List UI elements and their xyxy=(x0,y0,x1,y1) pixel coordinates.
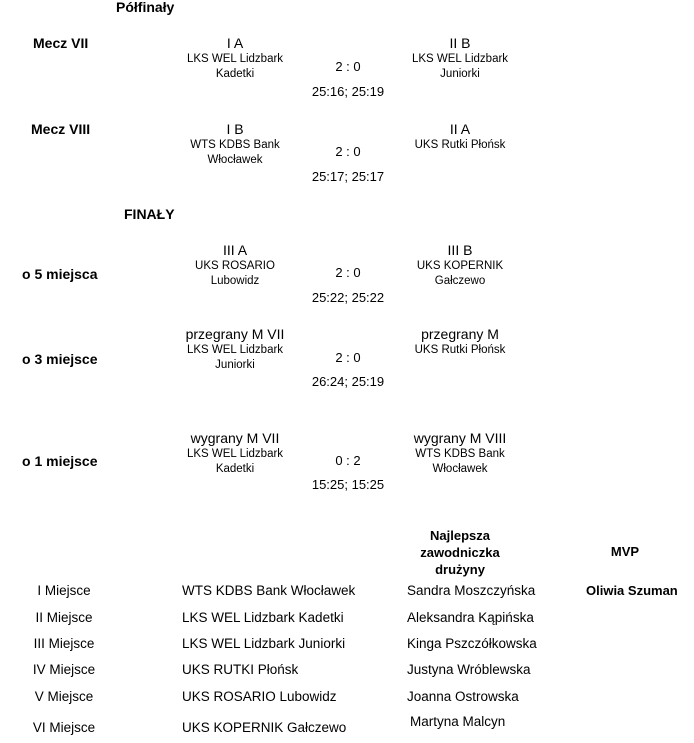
team-name: UKS KOPERNIK Gałczewo xyxy=(182,720,347,735)
team-name: LKS WEL Lidzbark Kadetki xyxy=(182,610,344,625)
team-name-line: Włocławek xyxy=(207,154,263,166)
team-seed: III B xyxy=(447,242,473,258)
team-name-line: Juniorki xyxy=(440,68,480,80)
match-label: Mecz VIII xyxy=(31,121,91,137)
team-name-line: Gałczewo xyxy=(434,275,486,287)
header-line: drużyny xyxy=(435,562,485,577)
set-scores: 15:25; 15:25 xyxy=(311,477,385,492)
place-label: VI Miejsce xyxy=(32,720,96,735)
finals-title: FINAŁY xyxy=(124,206,175,222)
match-score: 2 : 0 xyxy=(335,59,361,74)
team-seed: I A xyxy=(226,35,244,51)
place-label: II Miejsce xyxy=(35,610,93,625)
set-scores: 25:22; 25:22 xyxy=(311,290,385,305)
team-name-line: UKS KOPERNIK xyxy=(416,260,504,272)
best-player: Sandra Moszczyńska xyxy=(407,583,536,598)
team-name: UKS ROSARIO Lubowidz xyxy=(182,689,337,704)
match-score: 2 : 0 xyxy=(335,144,361,159)
team-name-line: UKS Rutki Płońsk xyxy=(414,139,506,151)
place-label: IV Miejsce xyxy=(32,662,96,677)
team-name-line: LKS WEL Lidzbark xyxy=(186,344,284,356)
set-scores: 26:24; 25:19 xyxy=(311,374,385,389)
team-name-line: LKS WEL Lidzbark xyxy=(186,448,284,460)
mvp-name: Oliwia Szuman xyxy=(586,583,678,598)
match-label: o 3 miejsce xyxy=(22,351,98,367)
team-name-line: Kadetki xyxy=(215,463,255,475)
team-seed: przegrany M VII xyxy=(185,326,285,342)
semifinals-title: Półfinały xyxy=(116,0,175,15)
team-name-line: WTS KDBS Bank xyxy=(415,448,505,460)
best-player: Martyna Malcyn xyxy=(410,714,506,729)
best-player: Joanna Ostrowska xyxy=(407,689,519,704)
right-team xyxy=(390,241,530,289)
match-score: 2 : 0 xyxy=(335,350,361,365)
team-name: WTS KDBS Bank Włocławek xyxy=(182,583,356,598)
place-label: III Miejsce xyxy=(33,636,95,651)
team-name-line: Juniorki xyxy=(215,359,255,371)
mvp-header: MVP xyxy=(610,544,640,559)
right-team xyxy=(390,120,530,153)
left-team xyxy=(165,241,305,289)
right-team xyxy=(390,34,530,82)
left-team xyxy=(165,325,305,373)
left-team xyxy=(165,120,305,168)
team-name-line: LKS WEL Lidzbark xyxy=(411,53,509,65)
team-name: UKS RUTKI Płońsk xyxy=(182,662,299,677)
team-name-line: Kadetki xyxy=(215,68,255,80)
header-line: Najlepsza xyxy=(430,528,490,543)
best-player-header xyxy=(400,527,520,578)
team-seed: III A xyxy=(222,242,248,258)
set-scores: 25:17; 25:17 xyxy=(311,169,385,184)
team-seed: II A xyxy=(449,121,471,137)
team-seed: przegrany M xyxy=(421,326,499,342)
best-player: Justyna Wróblewska xyxy=(407,662,531,677)
team-seed: II B xyxy=(449,35,471,51)
team-seed: wygrany M VIII xyxy=(413,430,507,446)
match-score: 0 : 2 xyxy=(335,453,361,468)
best-player: Aleksandra Kąpińska xyxy=(407,610,534,625)
match-label: o 5 miejsca xyxy=(22,266,98,282)
right-team xyxy=(390,429,530,477)
match-score: 2 : 0 xyxy=(335,265,361,280)
right-team xyxy=(390,325,530,358)
team-seed: I B xyxy=(226,121,244,137)
team-name-line: Włocławek xyxy=(432,463,488,475)
team-name-line: UKS ROSARIO xyxy=(195,260,275,272)
header-line: zawodniczka xyxy=(420,545,500,560)
team-name-line: Lubowidz xyxy=(210,275,260,287)
match-label: Mecz VII xyxy=(33,35,89,51)
team-name-line: WTS KDBS Bank xyxy=(190,139,280,151)
best-player: Kinga Pszczółkowska xyxy=(407,636,537,651)
match-label: o 1 miejsce xyxy=(22,453,98,469)
team-name: LKS WEL Lidzbark Juniorki xyxy=(182,636,346,651)
team-name-line: UKS Rutki Płońsk xyxy=(414,344,506,356)
place-label: V Miejsce xyxy=(34,689,94,704)
place-label: I Miejsce xyxy=(37,583,91,598)
team-name-line: LKS WEL Lidzbark xyxy=(186,53,284,65)
left-team xyxy=(165,429,305,477)
left-team xyxy=(165,34,305,82)
set-scores: 25:16; 25:19 xyxy=(311,84,385,99)
team-seed: wygrany M VII xyxy=(190,430,280,446)
